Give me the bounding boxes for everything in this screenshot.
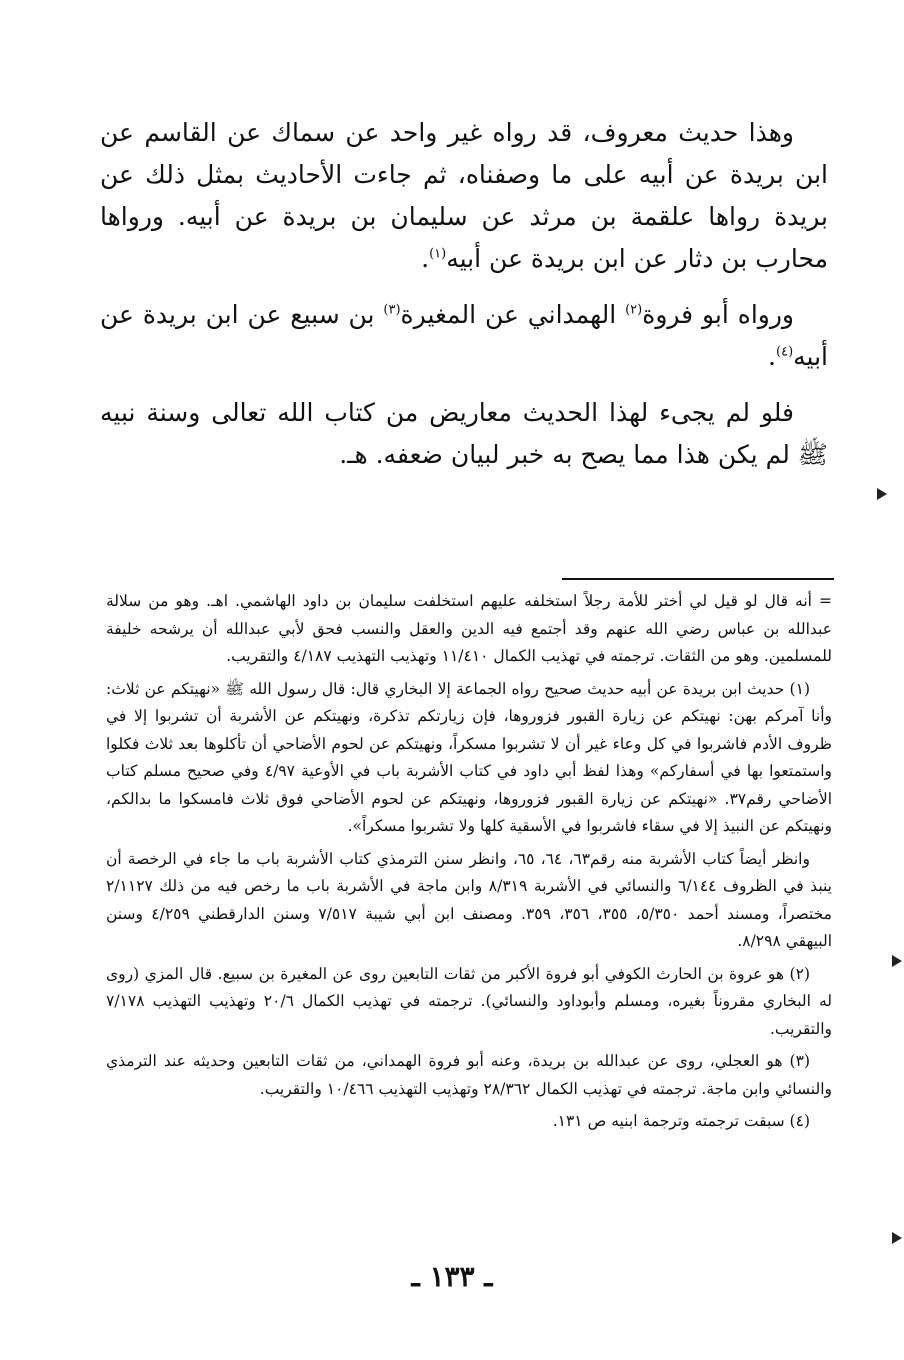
footnote-ref-4: (٤) <box>776 344 794 360</box>
footnote-ref-2: (٢) <box>625 302 643 318</box>
footnote-ref-3: (٣) <box>383 302 401 318</box>
margin-mark-icon <box>877 488 887 500</box>
paragraph-2-text-b: الهمداني عن المغيرة <box>400 300 626 329</box>
footnote-3: (٣) هو العجلي، روى عن عبدالله بن بريدة، وعنه أبو فروة الهمداني، من ثقات التابعين وحديثه عند الترمذي والنسائي وابن ماجة. ترجمته في تهذيب الكمال ٢٨/٣٦٢ وتهذيب التهذيب ١٠/٤٦٦ والتقريب. <box>106 1052 832 1098</box>
footnote-4: (٤) سبقت ترجمته وترجمة ابنيه ص ١٣١. <box>552 1112 810 1130</box>
paragraph-2: ورواه أبو فروة$^{(٢)}$ الهمداني عن المغيرة$^{(٣)}$ بن سبيع عن ابن بريدة عن أبيه$^{(٤)}$. <box>100 300 828 371</box>
footnote-1-continued: وانظر أيضاً كتاب الأشربة منه رقم٦٣، ٦٤، ٦٥، وانظر سنن الترمذي كتاب الأشربة باب ما جاء في الرخصة أن ينبذ في الظروف ٦/١٤٤ والنسائي في الأشربة ٨/٣١٩ وابن ماجة في الأشربة باب ما رخص فيه من ذلك ٢/١١٢٧ مختصراً، ومسند أحمد ٥/٣٥٠، ٣٥٥، ٣٥٦، ٣٥٩. ومصنف ابن أبي شيبة ٧/٥١٧ وسنن الدارقطني ٤/٢٥٩ وسنن البيهقي ٨/٢٩٨. <box>106 849 832 950</box>
paragraph-1: وهذا حديث معروف، قد رواه غير واحد عن سماك عن القاسم عن ابن بريدة عن أبيه على ما وصفناه، ثم جاءت الأحاديث بمثل ذلك عن بريدة رواها علقمة بن مرثد عن سليمان بن بريدة عن أبيه. ورواها محارب بن دثار عن ابن بريدة عن أبيه$^{(١)}$. <box>100 118 828 273</box>
margin-mark-icon <box>892 955 902 967</box>
paragraph-2-text-a: ورواه أبو فروة <box>642 300 794 329</box>
footnote-2: (٢) هو عروة بن الحارث الكوفي أبو فروة الأكبر من ثقات التابعين روى عن المغيرة بن سبيع. قال المزي (روى له البخاري مقروناً بغيره، ومسلم وأبوداود والنسائي). ترجمته في تهذيب الكمال ٢٠/٦ وتهذيب التهذيب ٧/١٧٨ والتقريب. <box>106 964 833 1038</box>
main-text <box>100 112 828 490</box>
paragraph-2-text-c: بن سبيع عن ابن بريدة عن أبيه <box>100 300 828 371</box>
footnote-1: (١) حديث ابن بريدة عن أبيه حديث صحيح رواه الجماعة إلا البخاري قال: قال رسول الله ﷺ «نهيتكم عن ثلاث: وأنا آمركم بهن: نهيتكم عن زيارة القبور فزوروها، فإن زيارتكم تذكرة، ونهيتكم عن الأشربة أن تشربوا إلا في ظروف الأدم فاشربوا في كل وعاء غير أن لا تشربوا مسكراً، ونهيتكم عن لحوم الأضاحي أن تأكلوها بعد ثلاث فكلوا واستمتعوا بها في أسفاركم» وهذا لفظ أبي داود في كتاب الأشربة باب في الأوعية ٤/٩٧ وفي صحيح مسلم كتاب الأضاحي رقم٣٧. «نهيتكم عن زيارة القبور فزوروها، ونهيتكم عن لحوم الأضاحي فوق ثلاث فامسكوا ما بدالكم، ونهيتكم عن النبيذ إلا في سقاء فاشربوا في الأسقية كلها ولا تشربوا مسكراً». <box>106 679 832 835</box>
footnote-ref-1: (١) <box>429 246 447 262</box>
footnote-separator <box>562 578 834 580</box>
page-number: ـ ١٣٣ ـ <box>411 1260 493 1293</box>
paragraph-3: فلو لم يجىء لهذا الحديث معاريض من كتاب الله تعالى وسنة نبيه ﷺ لم يكن هذا مما يصح به خبر لبيان ضعفه. هـ. <box>100 398 828 469</box>
margin-mark-icon <box>892 1232 902 1244</box>
footnotes <box>106 588 832 1141</box>
paragraph-1-text: وهذا حديث معروف، قد رواه غير واحد عن سماك عن القاسم عن ابن بريدة عن أبيه على ما وصفناه، ثم جاءت الأحاديث بمثل ذلك عن بريدة رواها علقمة بن مرثد عن سليمان بن بريدة عن أبيه. ورواها محارب بن دثار عن ابن بريدة عن أبيه <box>100 118 828 273</box>
footnote-continuation: = أنه قال لو قيل لي أختر للأمة رجلاً استخلفه عليهم استخلفت سليمان بن داود الهاشمي. اهـ. وهو من سلالة عبدالله بن عباس رضي الله عنهم وقد أجتمع فيه الدين والعقل والنسب فحق لأبي عبدالله أن يرشحه خليفة للمسلمين. وهو من الثقات. ترجمته في تهذيب الكمال ١١/٤١٠ وتهذيب التهذيب ٤/١٨٧ والتقريب. <box>106 592 832 665</box>
